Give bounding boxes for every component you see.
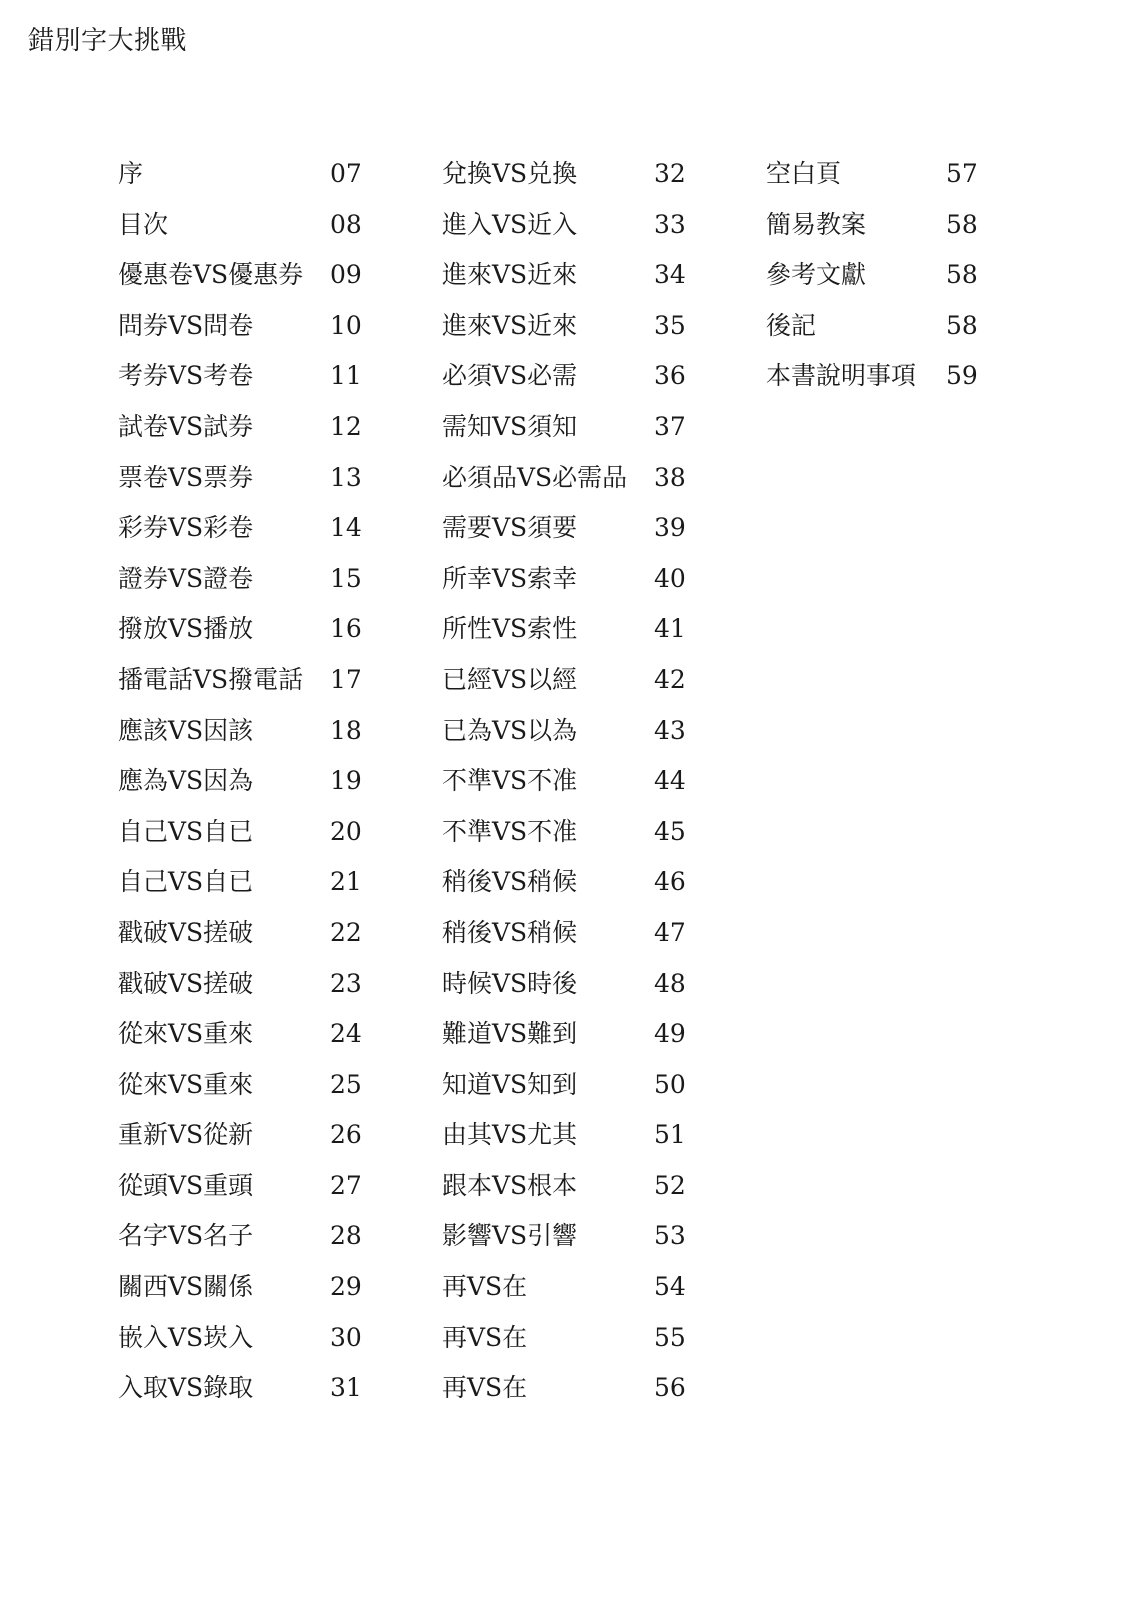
toc-entry-page-number: 59 — [946, 361, 978, 391]
toc-entry-page-number: 49 — [654, 1019, 686, 1049]
toc-entry-title: 彩券VS彩卷 — [118, 513, 254, 543]
toc-entry-page-number: 11 — [330, 361, 362, 391]
toc-entry-title: 序 — [118, 159, 144, 188]
toc-entry-page-number: 58 — [946, 209, 978, 239]
toc-entry-title: 戳破VS搓破 — [118, 968, 254, 998]
toc-entry-title: 撥放VS播放 — [118, 614, 254, 644]
toc-entry-title: 問券VS問卷 — [118, 310, 254, 340]
toc-entry-title: 應該VS因該 — [118, 715, 254, 745]
toc-entry-title: 名字VS名子 — [118, 1221, 254, 1251]
toc-entry-title: 知道VS知到 — [442, 1069, 578, 1099]
toc-entry-page-number: 57 — [946, 159, 978, 188]
toc-entry-page-number: 58 — [946, 260, 978, 290]
toc-entry-page-number: 52 — [654, 1170, 686, 1200]
toc-entry-title: 必須VS必需 — [442, 361, 578, 391]
toc-entry-title: 簡易教案 — [766, 209, 867, 239]
toc-entry-page-number: 26 — [330, 1120, 362, 1150]
toc-entry-page-number: 38 — [654, 462, 686, 492]
toc-entry-title: 嵌入VS崁入 — [118, 1322, 254, 1352]
toc-entry-page-number: 12 — [330, 411, 362, 441]
toc-entry-title: 已為VS以為 — [442, 715, 578, 745]
toc-entry-title: 後記 — [766, 310, 817, 340]
toc-entry-page-number: 56 — [654, 1373, 686, 1403]
toc-entry-page-number: 09 — [330, 260, 362, 290]
toc-entry-title: 應為VS因為 — [118, 766, 254, 796]
toc-entry-title: 再VS在 — [442, 1373, 528, 1403]
toc-entry-title: 需要VS須要 — [442, 513, 578, 543]
toc-entry-title: 稍後VS稍候 — [442, 917, 578, 947]
toc-entry-page-number: 40 — [654, 563, 686, 593]
toc-entry-title: 試卷VS試券 — [118, 411, 254, 441]
toc-entry-page-number: 54 — [654, 1272, 686, 1302]
toc-entry-page-number: 27 — [330, 1170, 362, 1200]
toc-entry-page-number: 58 — [946, 310, 978, 340]
toc-entry-title: 播電話VS撥電話 — [118, 664, 304, 694]
toc-entry-title: 進來VS近來 — [442, 260, 578, 290]
toc-entry-title: 優惠卷VS優惠券 — [118, 260, 304, 290]
toc-entry-page-number: 41 — [654, 614, 686, 644]
toc-entry-title: 時候VS時後 — [442, 968, 578, 998]
toc-entry-page-number: 45 — [654, 816, 686, 846]
toc-entry-page-number: 34 — [654, 260, 686, 290]
toc-entry-title: 目次 — [118, 209, 169, 239]
toc-entry-page-number: 25 — [330, 1069, 362, 1099]
toc-entry-title: 重新VS從新 — [118, 1120, 254, 1150]
toc-entry-title: 證券VS證卷 — [118, 563, 254, 593]
table-of-contents — [0, 152, 1144, 1442]
toc-entry-title: 不準VS不准 — [442, 816, 578, 846]
toc-entry-page-number: 46 — [654, 867, 686, 897]
toc-entry-page-number: 13 — [330, 462, 362, 492]
toc-entry-title: 再VS在 — [442, 1272, 528, 1302]
toc-entry-page-number: 29 — [330, 1272, 362, 1302]
toc-entry-page-number: 17 — [330, 664, 362, 694]
toc-entry-page-number: 15 — [330, 563, 362, 593]
toc-entry-title: 從頭VS重頭 — [118, 1170, 254, 1200]
toc-entry-page-number: 55 — [654, 1322, 686, 1352]
toc-entry-title: 再VS在 — [442, 1322, 528, 1352]
toc-entry-title: 票卷VS票券 — [118, 462, 254, 492]
toc-entry-title: 跟本VS根本 — [442, 1170, 578, 1200]
toc-entry-page-number: 51 — [654, 1120, 686, 1150]
toc-entry-page-number: 28 — [330, 1221, 362, 1251]
toc-entry-title: 不準VS不准 — [442, 766, 578, 796]
toc-entry-page-number: 44 — [654, 766, 686, 796]
toc-entry-page-number: 35 — [654, 310, 686, 340]
toc-entry-page-number: 16 — [330, 614, 362, 644]
toc-entry-title: 入取VS錄取 — [118, 1373, 254, 1403]
toc-entry-title: 影響VS引響 — [442, 1221, 578, 1251]
toc-entry-page-number: 53 — [654, 1221, 686, 1251]
toc-entry-page-number: 23 — [330, 968, 362, 998]
toc-entry-page-number: 43 — [654, 715, 686, 745]
toc-entry-title: 關西VS關係 — [118, 1272, 254, 1302]
document-title: 錯別字大挑戰 — [28, 26, 188, 56]
toc-entry-title: 戳破VS搓破 — [118, 917, 254, 947]
toc-entry-page-number: 39 — [654, 513, 686, 543]
toc-entry-page-number: 42 — [654, 664, 686, 694]
toc-entry-title: 參考文獻 — [766, 260, 867, 290]
toc-entry-page-number: 36 — [654, 361, 686, 391]
toc-entry-page-number: 22 — [330, 917, 362, 947]
toc-entry-title: 自己VS自已 — [118, 816, 254, 846]
toc-entry-page-number: 07 — [330, 159, 362, 188]
toc-entry-title: 進來VS近來 — [442, 310, 578, 340]
toc-entry-title: 兌換VS兑換 — [442, 159, 578, 188]
toc-entry-page-number: 47 — [654, 917, 686, 947]
toc-entry-page-number: 19 — [330, 766, 362, 796]
toc-entry-title: 所性VS索性 — [442, 614, 578, 644]
toc-entry-title: 必須品VS必需品 — [442, 462, 628, 492]
toc-entry-title: 已經VS以經 — [442, 664, 578, 694]
toc-entry-title: 從來VS重來 — [118, 1019, 254, 1049]
toc-entry-page-number: 14 — [330, 513, 362, 543]
toc-entry-page-number: 31 — [330, 1373, 362, 1403]
toc-entry-page-number: 10 — [330, 310, 362, 340]
toc-entry-title: 所幸VS索幸 — [442, 563, 578, 593]
toc-entry-page-number: 37 — [654, 411, 686, 441]
toc-entry-title: 本書說明事項 — [766, 361, 917, 391]
toc-entry-page-number: 50 — [654, 1069, 686, 1099]
toc-entry-title: 由其VS尤其 — [442, 1120, 578, 1150]
toc-entry-title: 需知VS須知 — [442, 411, 578, 441]
toc-entry-page-number: 33 — [654, 209, 686, 239]
toc-entry-title: 空白頁 — [766, 159, 842, 188]
toc-entry-page-number: 20 — [330, 816, 362, 846]
toc-entry-page-number: 30 — [330, 1322, 362, 1352]
toc-entry-page-number: 18 — [330, 715, 362, 745]
toc-entry-title: 進入VS近入 — [442, 209, 578, 239]
toc-entry-page-number: 08 — [330, 209, 362, 239]
toc-entry-page-number: 24 — [330, 1019, 362, 1049]
toc-entry-page-number: 21 — [330, 867, 362, 897]
toc-entry-page-number: 32 — [654, 159, 686, 188]
toc-entry-title: 難道VS難到 — [442, 1019, 578, 1049]
toc-entry-title: 從來VS重來 — [118, 1069, 254, 1099]
toc-entry-title: 考券VS考卷 — [118, 361, 254, 391]
toc-entry-page-number: 48 — [654, 968, 686, 998]
toc-entry-title: 稍後VS稍候 — [442, 867, 578, 897]
toc-entry-title: 自己VS自已 — [118, 867, 254, 897]
